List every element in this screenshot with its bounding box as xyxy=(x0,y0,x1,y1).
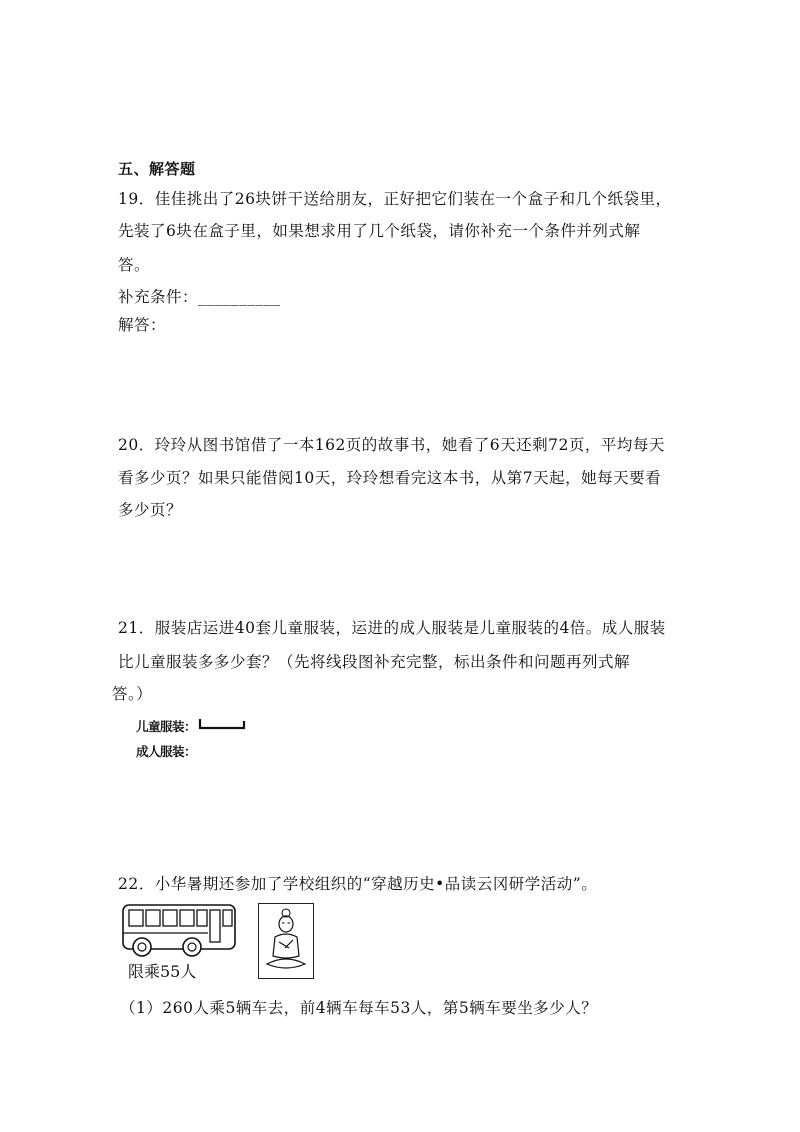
q22-intro: 22．小华暑期还参加了学校组织的“穿越历史•品读云冈研学活动”。 xyxy=(118,875,598,893)
bus-illustration xyxy=(120,903,238,979)
section-title: 五、解答题 xyxy=(118,160,196,178)
q20-line-1: 20．玲玲从图书馆借了一本162页的故事书，她看了6天还剩72页，平均每天 xyxy=(118,436,665,454)
diagram-child-label: 儿童服装： xyxy=(136,719,197,734)
q20-line-2: 看多少页？如果只能借阅10天，玲玲想看完这本书，从第7天起，她每天要看 xyxy=(118,469,662,487)
q19-line-2: 先装了6块在盒子里，如果想求用了几个纸袋，请你补充一个条件并列式解 xyxy=(118,222,641,240)
q20-line-3: 多少页？ xyxy=(118,501,183,519)
q19-line-3: 答。 xyxy=(118,256,151,274)
bus-capacity-caption: 限乘55人 xyxy=(128,962,197,981)
q21-line-2: 比儿童服装多多少套？（先将线段图补充完整，标出条件和问题再列式解 xyxy=(118,653,631,671)
diagram-adult-label: 成人服装： xyxy=(136,744,197,759)
buddha-statue-icon xyxy=(259,904,313,978)
q21-line-3: 答。） xyxy=(112,685,153,703)
q19-condition-label: 补充条件：__________ xyxy=(118,288,281,306)
buddha-statue-picture xyxy=(258,903,314,979)
q22-subquestion-1: （1）260人乘5辆车去，前4辆车每车53人，第5辆车要坐多少人？ xyxy=(120,999,598,1017)
q19-answer-label: 解答： xyxy=(118,316,167,334)
child-segment-bracket xyxy=(198,717,248,731)
bus-icon xyxy=(120,903,238,959)
q21-line-1: 21．服装店运进40套儿童服装，运进的成人服装是儿童服装的4倍。成人服装 xyxy=(118,619,666,637)
q19-line-1: 19．佳佳挑出了26块饼干送给朋友，正好把它们装在一个盒子和几个纸袋里， xyxy=(118,190,672,208)
